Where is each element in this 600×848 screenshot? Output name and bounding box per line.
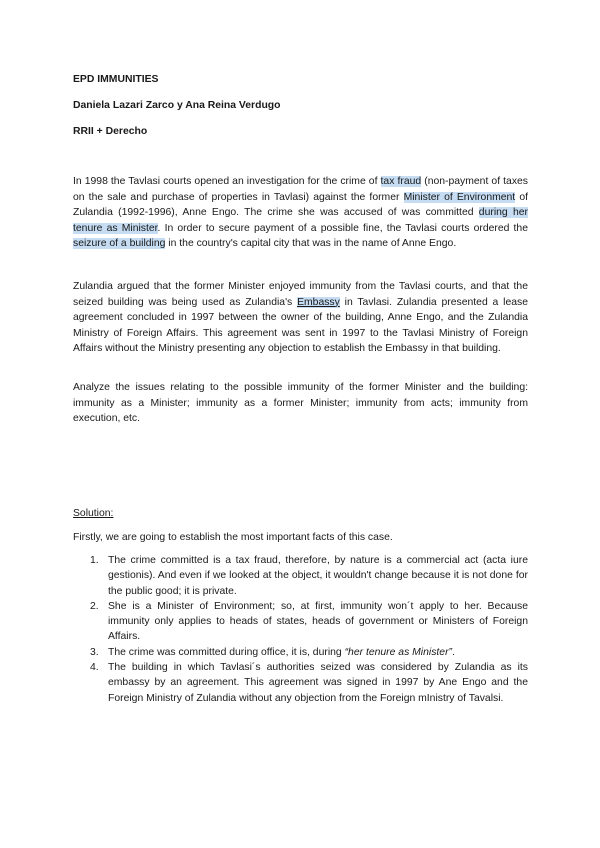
course-line: RRII + Derecho	[73, 126, 148, 137]
authors-line: Daniela Lazari Zarco y Ana Reina Verdugo	[73, 100, 281, 111]
document-title: EPD IMMUNITIES	[73, 74, 159, 85]
text-run: in Tavlasi. Zulandia presented a lease agreement concluded in 1997 between the owner of the building, Anne Engo, and the Zulandia Ministry of Foreign Affairs. This agreement was sent in 1997 to the Tavlasi Ministry of Foreign Affairs without the Ministry presenting any objection to establish the Embassy in that building.	[73, 296, 528, 355]
list-text: The crime committed is a tax fraud, therefore, by nature is a commercial act (acta iure gestionis). And even if we looked at the object, it wouldn't change because it is not done for the public good; it is private.	[108, 555, 528, 597]
list-text-italic: “her tenure as Minister”	[344, 646, 452, 658]
list-number: 1.	[90, 555, 99, 566]
solution-intro: Firstly, we are going to establish the most important facts of this case.	[73, 532, 393, 543]
list-number: 3.	[90, 646, 99, 658]
highlight-minister-environment: Minister of Environment	[403, 191, 516, 203]
case-paragraph-1	[73, 174, 528, 252]
highlight-tax-fraud: tax fraud	[380, 176, 422, 187]
text-run: . In order to secure payment of a possible fine, the Tavlasi courts ordered the	[157, 222, 528, 234]
solution-heading: Solution:	[73, 508, 114, 519]
text-run: (non-payment of taxes on the sale and purchase of properties in Tavlasi) against the former	[73, 176, 528, 203]
list-text: The crime was committed during office, it is, during	[108, 646, 345, 658]
text-run: in the country's capital city that was in the name of Anne Engo.	[165, 238, 457, 250]
highlight-seizure: seizure of a building	[73, 238, 166, 250]
case-paragraph-2	[73, 279, 528, 357]
text-run: In 1998 the Tavlasi courts opened an investigation for the crime of	[73, 176, 381, 187]
case-paragraph-3: Analyze the issues relating to the possible immunity of the former Minister and the building: immunity as a Minister; immunity as a former Minister; immunity from acts; immunity from execution, etc.	[73, 382, 528, 425]
list-text: .	[452, 646, 455, 658]
text-run: of Zulandia (1992-1996), Anne Engo. The crime she was accused of was committed	[73, 191, 528, 219]
facts-list	[90, 553, 528, 706]
list-item	[90, 645, 528, 660]
list-item	[90, 553, 528, 599]
highlight-embassy: Embassy	[297, 296, 340, 308]
list-text: She is a Minister of Environment; so, at first, immunity won´t apply to her. Because immunity only applies to heads of states, heads of government or Ministers of Foreign Affairs.	[108, 600, 528, 643]
list-item	[90, 660, 528, 706]
list-text: The building in which Tavlasi´s authorities seized was considered by Zulandia as its embassy by an agreement. This agreement was signed in 1997 by Ane Engo and the Foreign Ministry of Zulandia without any objection from the Foreign mInistry of Tavalsi.	[108, 662, 528, 704]
text-run: Zulandia argued that the former Minister enjoyed immunity from the Tavlasi courts, and that the seized building was being used as Zulandia's	[73, 281, 528, 308]
highlight-tenure: during her tenure as Minister	[73, 207, 528, 234]
list-number: 4.	[90, 662, 99, 674]
list-number: 2.	[90, 600, 99, 612]
list-item	[90, 599, 528, 645]
